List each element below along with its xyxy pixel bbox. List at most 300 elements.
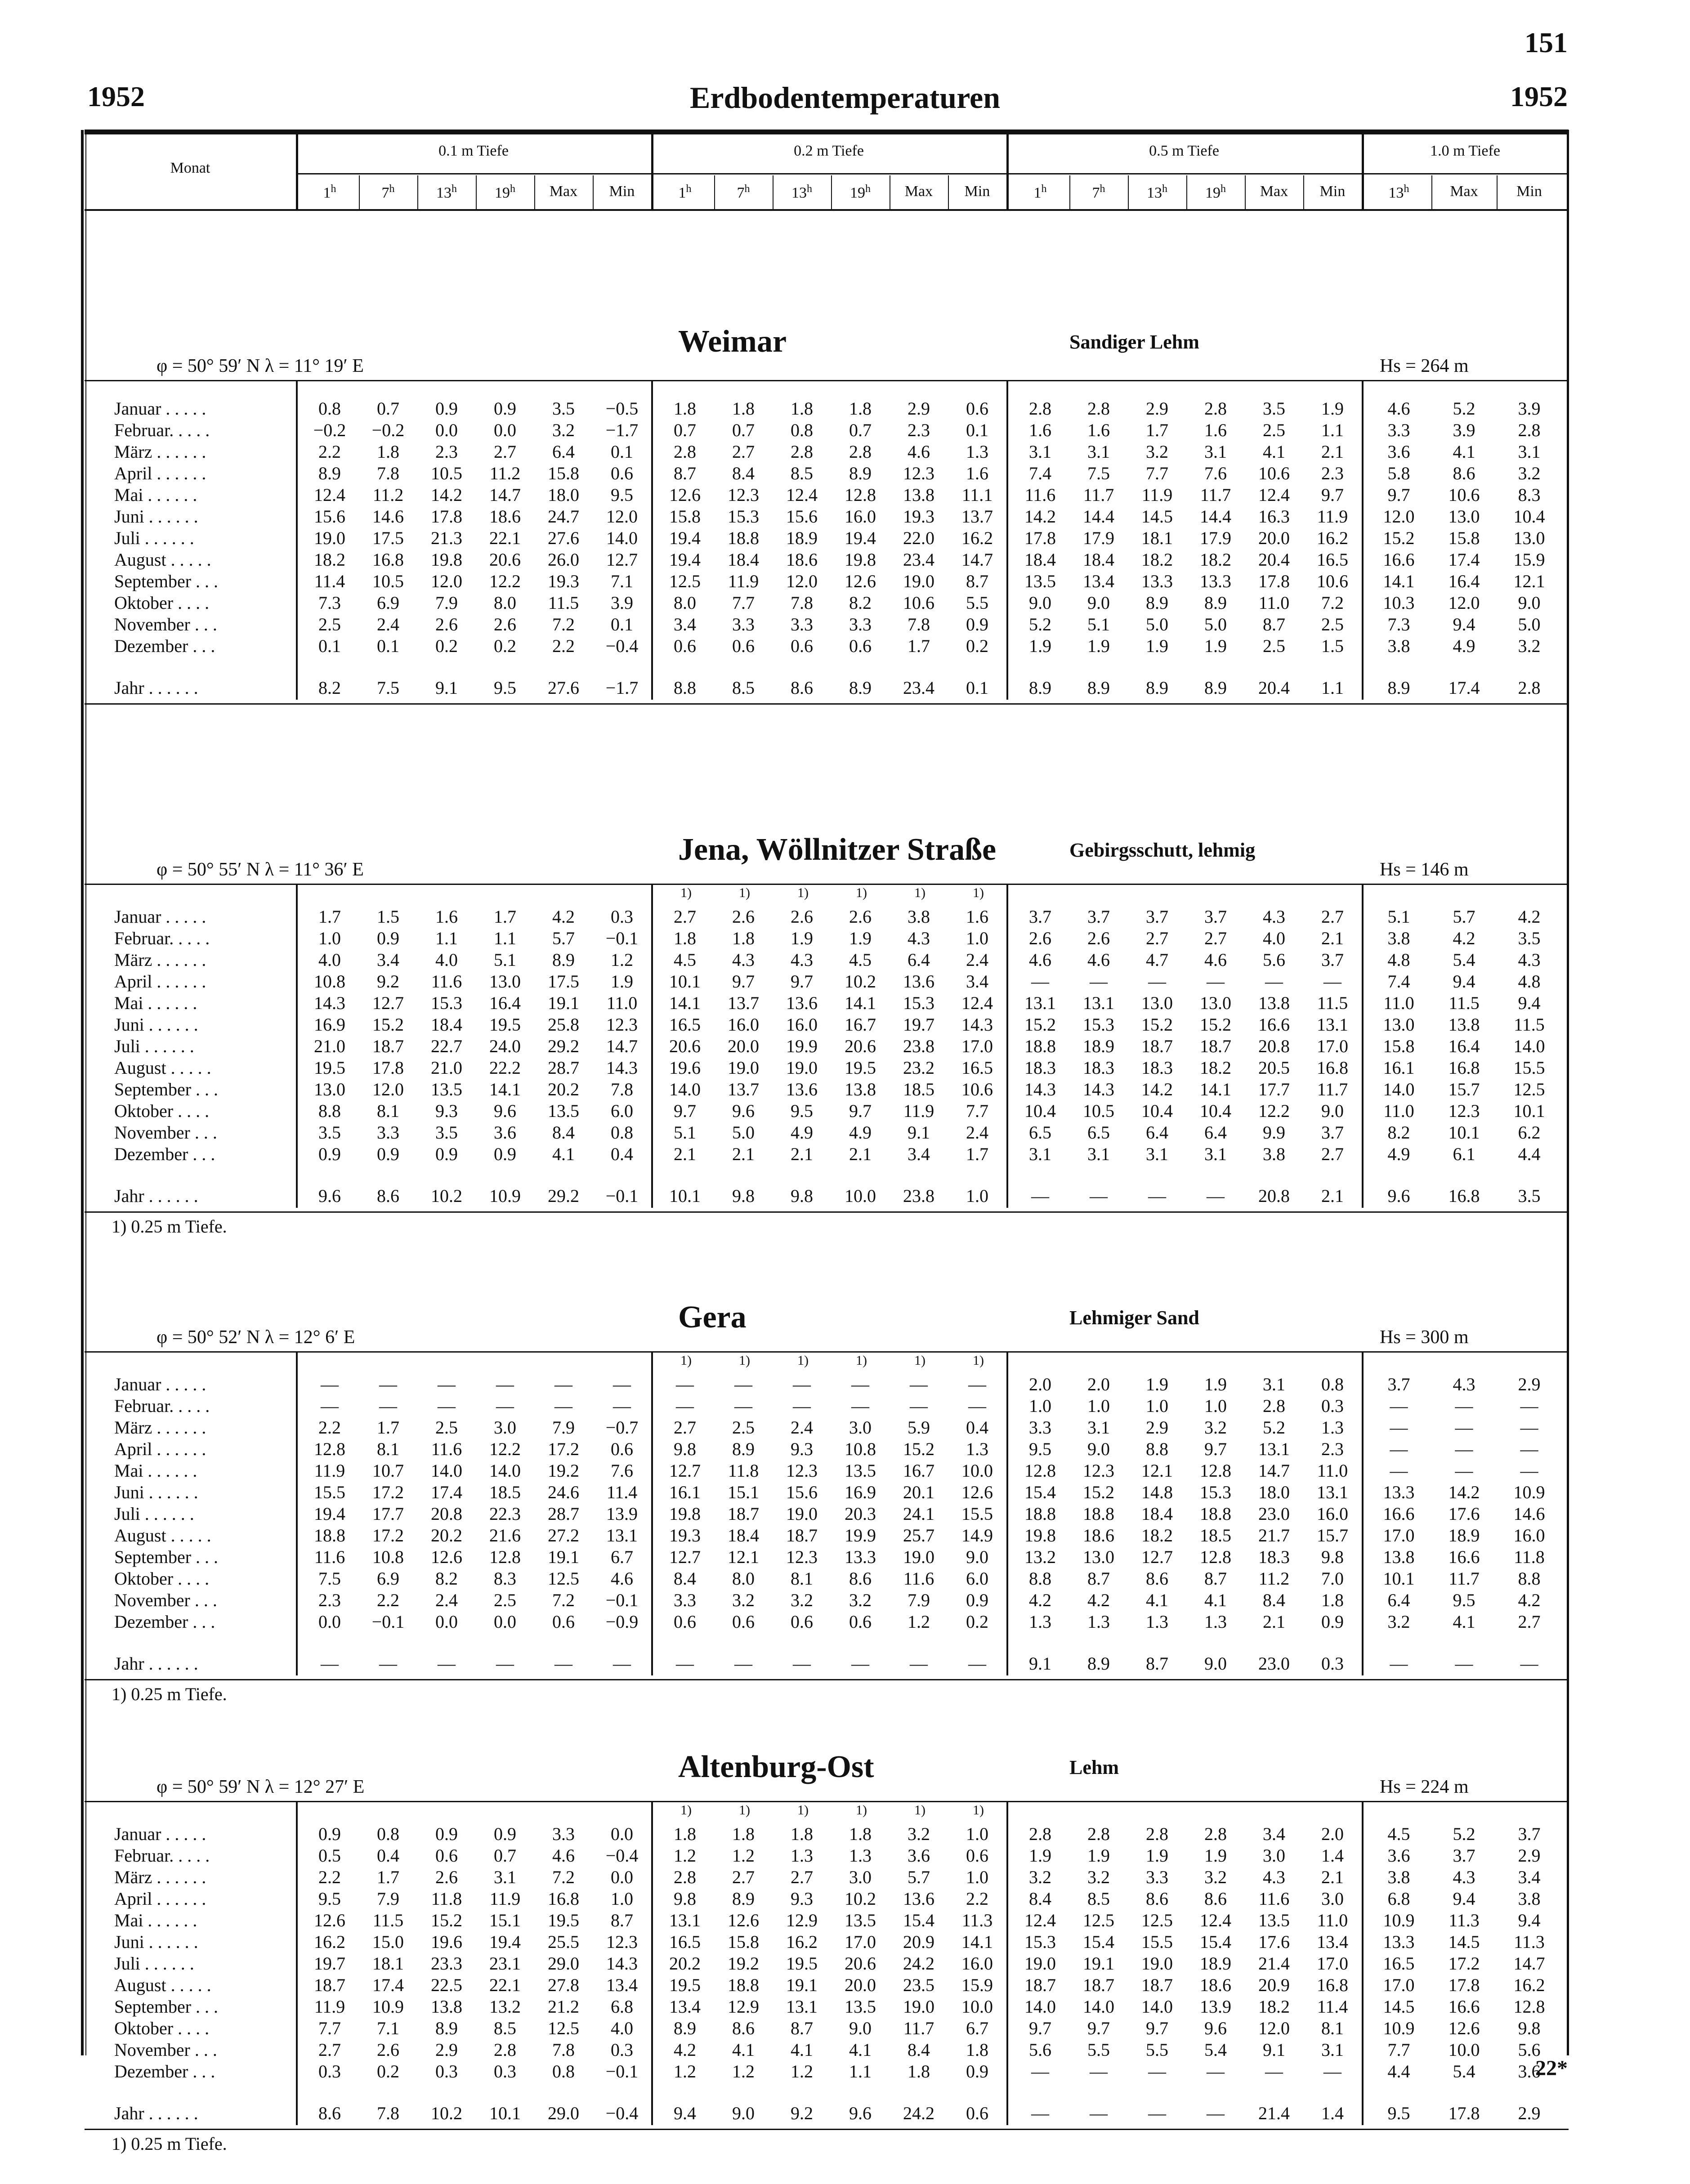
depth-header: 0.2 m Tiefe bbox=[794, 143, 864, 159]
temperature-cell: 19.8 bbox=[845, 549, 876, 570]
temperature-cell: 3.9 bbox=[1453, 420, 1475, 440]
month-label: April . . . . . . bbox=[114, 463, 206, 483]
temperature-cell: 6.1 bbox=[1453, 1144, 1475, 1164]
table-row bbox=[85, 1953, 1569, 1974]
temperature-cell: 9.0 bbox=[1087, 1439, 1110, 1459]
temperature-cell: 19.1 bbox=[548, 993, 579, 1013]
subcolumn-divider bbox=[1069, 175, 1070, 210]
temperature-cell: — bbox=[910, 1396, 928, 1416]
temperature-cell: 4.3 bbox=[1263, 1867, 1285, 1887]
temperature-cell: — bbox=[734, 1374, 752, 1394]
temperature-cell: 16.5 bbox=[669, 1014, 701, 1035]
temperature-cell: 12.1 bbox=[728, 1547, 759, 1567]
temperature-cell: 2.8 bbox=[849, 442, 872, 462]
temperature-cell: 18.2 bbox=[1200, 549, 1231, 570]
temperature-cell: 18.4 bbox=[728, 1525, 759, 1545]
temperature-cell: 3.8 bbox=[1263, 1144, 1285, 1164]
subcolumn-header: 7$^h$ bbox=[381, 183, 395, 201]
temperature-cell: 9.0 bbox=[1029, 593, 1051, 613]
temperature-cell: 14.0 bbox=[1141, 1996, 1173, 2017]
temperature-cell: — bbox=[1390, 1396, 1408, 1416]
temperature-cell: 4.1 bbox=[1263, 442, 1285, 462]
temperature-cell: 22.2 bbox=[489, 1058, 521, 1078]
temperature-cell: 6.8 bbox=[611, 1996, 633, 2017]
temperature-cell: 11.7 bbox=[1449, 1568, 1480, 1589]
annual-cell: — bbox=[1455, 1653, 1473, 1674]
temperature-cell: — bbox=[554, 1396, 572, 1416]
temperature-cell: 13.5 bbox=[845, 1460, 876, 1481]
temperature-cell: 9.3 bbox=[435, 1101, 458, 1121]
annual-cell: 9.1 bbox=[435, 678, 458, 698]
temperature-cell: 0.6 bbox=[732, 1612, 755, 1632]
temperature-cell: 4.6 bbox=[1387, 398, 1410, 419]
temperature-cell: 0.0 bbox=[435, 420, 458, 440]
annual-cell: 29.0 bbox=[548, 2103, 579, 2123]
temperature-cell: 11.8 bbox=[431, 1889, 462, 1909]
table-row bbox=[85, 1100, 1569, 1122]
table-row bbox=[85, 1036, 1569, 1057]
temperature-cell: 1.7 bbox=[377, 1867, 399, 1887]
temperature-cell: 0.7 bbox=[674, 420, 696, 440]
month-label: April . . . . . . bbox=[114, 971, 206, 992]
temperature-cell: 12.8 bbox=[1200, 1460, 1231, 1481]
temperature-cell: 0.3 bbox=[611, 907, 633, 927]
temperature-cell: 16.6 bbox=[1448, 1996, 1480, 2017]
temperature-cell: 16.0 bbox=[1317, 1504, 1348, 1524]
temperature-cell: 6.2 bbox=[1518, 1122, 1541, 1143]
temperature-cell: 12.1 bbox=[1513, 571, 1545, 591]
annual-cell: — bbox=[438, 1653, 456, 1674]
temperature-cell: 17.0 bbox=[1317, 1953, 1348, 1974]
month-label: Oktober . . . . bbox=[114, 2018, 210, 2038]
temperature-cell: 15.3 bbox=[1024, 1932, 1056, 1952]
temperature-cell: 9.5 bbox=[1453, 1590, 1475, 1610]
temperature-cell: 1.9 bbox=[1029, 636, 1051, 656]
temperature-cell: 16.2 bbox=[1513, 1975, 1545, 1995]
temperature-cell: 18.6 bbox=[1200, 1975, 1231, 1995]
temperature-cell: 0.3 bbox=[1321, 1396, 1344, 1416]
table-row bbox=[85, 971, 1569, 992]
temperature-cell: 9.5 bbox=[1029, 1439, 1051, 1459]
table-row bbox=[85, 1503, 1569, 1525]
temperature-cell: 17.7 bbox=[1258, 1079, 1290, 1099]
year-label: Jahr . . . . . . bbox=[114, 1653, 198, 1674]
temperature-cell: 8.6 bbox=[849, 1568, 872, 1589]
temperature-cell: — bbox=[379, 1374, 397, 1394]
temperature-cell: 15.8 bbox=[728, 1932, 759, 1952]
temperature-cell: 10.5 bbox=[1083, 1101, 1114, 1121]
temperature-cell: 10.6 bbox=[1448, 485, 1480, 505]
temperature-cell: 9.7 bbox=[849, 1101, 872, 1121]
temperature-cell: 2.5 bbox=[435, 1417, 458, 1438]
month-column-header: Monat bbox=[170, 160, 210, 176]
temperature-cell: 5.1 bbox=[674, 1122, 696, 1143]
temperature-cell: 18.2 bbox=[1141, 1525, 1173, 1545]
temperature-cell: 13.1 bbox=[786, 1996, 818, 2017]
temperature-cell: 3.2 bbox=[1087, 1867, 1110, 1887]
temperature-cell: 18.7 bbox=[314, 1975, 345, 1995]
temperature-cell: 14.2 bbox=[431, 485, 462, 505]
temperature-cell: 5.4 bbox=[1204, 2040, 1227, 2060]
temperature-cell: 18.7 bbox=[1141, 1975, 1173, 1995]
temperature-cell: 20.0 bbox=[845, 1975, 876, 1995]
temperature-cell: 11.3 bbox=[961, 1910, 993, 1930]
temperature-cell: 13.8 bbox=[1383, 1547, 1415, 1567]
temperature-cell: 1.2 bbox=[674, 2061, 696, 2081]
temperature-cell: 11.6 bbox=[431, 971, 462, 992]
temperature-cell: 17.2 bbox=[1448, 1953, 1480, 1974]
temperature-cell: 7.9 bbox=[435, 593, 458, 613]
temperature-cell: 3.0 bbox=[1321, 1889, 1344, 1909]
temperature-cell: 2.7 bbox=[1204, 928, 1227, 948]
temperature-cell: 12.5 bbox=[548, 1568, 579, 1589]
annual-cell: 27.6 bbox=[548, 678, 579, 698]
temperature-cell: 25.5 bbox=[548, 1932, 579, 1952]
temperature-cell: 10.5 bbox=[372, 571, 404, 591]
temperature-cell: 2.4 bbox=[435, 1590, 458, 1610]
station-section bbox=[85, 1183, 1569, 1704]
annual-cell: — bbox=[851, 1653, 869, 1674]
temperature-cell: 18.2 bbox=[314, 549, 345, 570]
temperature-cell: 16.4 bbox=[489, 993, 521, 1013]
temperature-cell: 16.2 bbox=[1317, 528, 1348, 548]
temperature-cell: 0.3 bbox=[435, 2061, 458, 2081]
table-row bbox=[85, 527, 1569, 549]
temperature-cell: 4.5 bbox=[674, 950, 696, 970]
temperature-cell: 13.1 bbox=[1317, 1014, 1348, 1035]
temperature-cell: 15.2 bbox=[1383, 528, 1415, 548]
temperature-cell: 13.3 bbox=[1383, 1482, 1415, 1502]
temperature-cell: 5.2 bbox=[1453, 398, 1475, 419]
temperature-cell: 7.2 bbox=[552, 614, 575, 634]
temperature-cell: 13.0 bbox=[1200, 993, 1231, 1013]
temperature-cell: 14.9 bbox=[961, 1525, 993, 1545]
temperature-cell: 11.3 bbox=[1514, 1932, 1545, 1952]
temperature-cell: 2.2 bbox=[966, 1889, 988, 1909]
temperature-cell: 11.0 bbox=[606, 993, 638, 1013]
temperature-cell: 10.9 bbox=[1383, 1910, 1415, 1930]
temperature-cell: 1.6 bbox=[1087, 420, 1110, 440]
temperature-cell: 4.4 bbox=[1518, 1144, 1541, 1164]
temperature-cell: 0.0 bbox=[494, 420, 516, 440]
temperature-cell: 4.9 bbox=[791, 1122, 813, 1143]
temperature-cell: 15.8 bbox=[1448, 528, 1480, 548]
temperature-cell: 17.7 bbox=[372, 1504, 404, 1524]
temperature-cell: 2.6 bbox=[1087, 928, 1110, 948]
temperature-cell: 17.2 bbox=[372, 1525, 404, 1545]
temperature-cell: 2.1 bbox=[1321, 928, 1344, 948]
temperature-cell: 2.5 bbox=[1263, 636, 1285, 656]
temperature-cell: 3.5 bbox=[1263, 398, 1285, 419]
temperature-cell: 7.5 bbox=[318, 1568, 341, 1589]
temperature-cell: 13.6 bbox=[903, 971, 934, 992]
month-label: November . . . bbox=[114, 2040, 217, 2060]
temperature-cell: 16.7 bbox=[845, 1014, 876, 1035]
annual-cell: 8.7 bbox=[1146, 1653, 1168, 1674]
temperature-cell: 1.7 bbox=[966, 1144, 988, 1164]
month-label: Oktober . . . . bbox=[114, 1568, 210, 1589]
temperature-cell: 2.6 bbox=[494, 614, 516, 634]
footnote-mark: 1) bbox=[797, 1353, 809, 1368]
annual-cell: 8.2 bbox=[318, 678, 341, 698]
temperature-cell: 19.2 bbox=[728, 1953, 759, 1974]
month-label: Dezember . . . bbox=[114, 1612, 215, 1632]
temperature-cell: 12.8 bbox=[1200, 1547, 1231, 1567]
annual-cell: 0.6 bbox=[966, 2103, 988, 2123]
temperature-cell: 0.9 bbox=[318, 1824, 341, 1844]
temperature-cell: 0.9 bbox=[494, 398, 516, 419]
temperature-cell: 3.4 bbox=[674, 614, 696, 634]
temperature-cell: 0.7 bbox=[849, 420, 872, 440]
temperature-cell: 20.0 bbox=[1258, 528, 1290, 548]
temperature-cell: 3.4 bbox=[377, 950, 399, 970]
temperature-cell: 14.2 bbox=[1448, 1482, 1480, 1502]
temperature-cell: −0.7 bbox=[605, 1417, 639, 1438]
temperature-cell: 4.2 bbox=[552, 907, 575, 927]
temperature-cell: 0.7 bbox=[377, 398, 399, 419]
temperature-cell: 21.2 bbox=[548, 1996, 579, 2017]
temperature-cell: 0.1 bbox=[611, 614, 633, 634]
temperature-cell: 19.4 bbox=[669, 528, 701, 548]
temperature-cell: 9.4 bbox=[1453, 1889, 1475, 1909]
annual-cell: 9.8 bbox=[732, 1186, 755, 1206]
month-label: Februar. . . . . bbox=[114, 420, 210, 440]
temperature-cell: 0.0 bbox=[435, 1612, 458, 1632]
subcolumn-divider bbox=[714, 175, 715, 210]
annual-row bbox=[85, 677, 1569, 699]
annual-cell: 8.8 bbox=[674, 678, 696, 698]
temperature-cell: — bbox=[1455, 1439, 1473, 1459]
temperature-cell: — bbox=[1148, 2061, 1166, 2081]
temperature-cell: 20.8 bbox=[1258, 1036, 1290, 1056]
temperature-cell: 0.9 bbox=[966, 1590, 988, 1610]
temperature-cell: 10.6 bbox=[903, 593, 934, 613]
temperature-cell: 15.3 bbox=[431, 993, 462, 1013]
temperature-cell: 10.3 bbox=[1383, 593, 1415, 613]
annual-cell: — bbox=[1090, 1186, 1108, 1206]
temperature-cell: 14.7 bbox=[1258, 1460, 1290, 1481]
annual-cell: — bbox=[1148, 1186, 1166, 1206]
temperature-cell: 20.2 bbox=[431, 1525, 462, 1545]
section-rule bbox=[85, 1801, 1569, 1802]
table-row bbox=[85, 1525, 1569, 1546]
temperature-cell: 3.5 bbox=[435, 1122, 458, 1143]
temperature-cell: 12.4 bbox=[1200, 1910, 1231, 1930]
temperature-cell: 18.1 bbox=[1141, 528, 1173, 548]
temperature-cell: 7.9 bbox=[377, 1889, 399, 1909]
temperature-cell: 4.2 bbox=[1518, 1590, 1541, 1610]
temperature-cell: 14.7 bbox=[489, 485, 521, 505]
temperature-cell: 2.7 bbox=[674, 1417, 696, 1438]
temperature-cell: 25.7 bbox=[903, 1525, 934, 1545]
temperature-cell: 10.4 bbox=[1141, 1101, 1173, 1121]
temperature-cell: 3.3 bbox=[849, 614, 872, 634]
temperature-cell: 21.0 bbox=[314, 1036, 345, 1056]
temperature-cell: 18.3 bbox=[1141, 1058, 1173, 1078]
annual-cell: 20.4 bbox=[1258, 678, 1290, 698]
footnote-mark: 1) bbox=[856, 1803, 867, 1818]
temperature-cell: 3.3 bbox=[791, 614, 813, 634]
temperature-cell: 4.2 bbox=[1087, 1590, 1110, 1610]
temperature-cell: 15.8 bbox=[548, 463, 579, 483]
temperature-cell: 24.6 bbox=[548, 1482, 579, 1502]
annual-cell: — bbox=[1207, 2103, 1225, 2123]
temperature-cell: 12.6 bbox=[314, 1910, 345, 1930]
temperature-cell: 15.8 bbox=[1383, 1036, 1415, 1056]
temperature-cell: 13.8 bbox=[1448, 1014, 1480, 1035]
temperature-cell: 15.3 bbox=[1200, 1482, 1231, 1502]
temperature-cell: 18.8 bbox=[1200, 1504, 1231, 1524]
table-row bbox=[85, 1057, 1569, 1079]
temperature-cell: 8.7 bbox=[611, 1910, 633, 1930]
temperature-cell: — bbox=[1520, 1460, 1538, 1481]
temperature-cell: 17.4 bbox=[372, 1975, 404, 1995]
annual-cell: 24.2 bbox=[903, 2103, 934, 2123]
temperature-cell: 15.2 bbox=[1141, 1014, 1173, 1035]
temperature-cell: 1.3 bbox=[1087, 1612, 1110, 1632]
temperature-cell: 11.5 bbox=[1449, 993, 1480, 1013]
subcolumn-divider bbox=[476, 175, 477, 210]
subcolumn-header: 13$^h$ bbox=[1388, 183, 1409, 201]
table-row bbox=[85, 1611, 1569, 1633]
temperature-cell: 3.1 bbox=[1321, 2040, 1344, 2060]
temperature-cell: — bbox=[1455, 1396, 1473, 1416]
temperature-cell: 16.9 bbox=[314, 1014, 345, 1035]
temperature-cell: 16.2 bbox=[961, 528, 993, 548]
temperature-cell: 1.6 bbox=[1204, 420, 1227, 440]
temperature-cell: 0.2 bbox=[966, 1612, 988, 1632]
temperature-cell: 2.3 bbox=[435, 442, 458, 462]
temperature-cell: 17.2 bbox=[548, 1439, 579, 1459]
temperature-cell: 0.9 bbox=[966, 614, 988, 634]
temperature-cell: — bbox=[1323, 2061, 1341, 2081]
temperature-cell: 16.5 bbox=[1317, 549, 1348, 570]
temperature-cell: 19.8 bbox=[669, 1504, 701, 1524]
temperature-cell: 16.0 bbox=[845, 506, 876, 527]
temperature-cell: 9.7 bbox=[1321, 485, 1344, 505]
temperature-cell: 3.3 bbox=[377, 1122, 399, 1143]
temperature-cell: 1.5 bbox=[377, 907, 399, 927]
month-label: August . . . . . bbox=[114, 549, 211, 570]
temperature-cell: 1.9 bbox=[791, 928, 813, 948]
temperature-cell: 14.1 bbox=[489, 1079, 521, 1099]
temperature-cell: 11.7 bbox=[1200, 485, 1231, 505]
temperature-cell: — bbox=[321, 1396, 339, 1416]
temperature-cell: 1.3 bbox=[849, 1845, 872, 1866]
temperature-cell: 10.6 bbox=[1258, 463, 1290, 483]
temperature-cell: 6.0 bbox=[966, 1568, 988, 1589]
temperature-cell: 9.0 bbox=[849, 2018, 872, 2038]
temperature-cell: 3.8 bbox=[1518, 1889, 1541, 1909]
annual-cell: 1.0 bbox=[966, 1186, 988, 1206]
temperature-cell: 1.7 bbox=[318, 907, 341, 927]
temperature-cell: 10.0 bbox=[1448, 2040, 1480, 2060]
temperature-cell: — bbox=[1207, 2061, 1225, 2081]
table-row bbox=[85, 1546, 1569, 1568]
temperature-cell: 16.6 bbox=[1383, 1504, 1415, 1524]
temperature-cell: 2.3 bbox=[1321, 1439, 1344, 1459]
temperature-cell: 4.6 bbox=[611, 1568, 633, 1589]
temperature-cell: 13.3 bbox=[1383, 1932, 1415, 1952]
temperature-cell: 1.9 bbox=[1146, 1845, 1168, 1866]
month-label: März . . . . . . bbox=[114, 1867, 206, 1887]
temperature-cell: 2.1 bbox=[732, 1144, 755, 1164]
temperature-cell: 18.3 bbox=[1083, 1058, 1114, 1078]
temperature-cell: 1.8 bbox=[791, 398, 813, 419]
temperature-cell: 7.6 bbox=[611, 1460, 633, 1481]
table-row bbox=[85, 1143, 1569, 1165]
temperature-cell: 17.8 bbox=[372, 1058, 404, 1078]
temperature-cell: −0.2 bbox=[313, 420, 346, 440]
month-label: Mai . . . . . . bbox=[114, 1460, 197, 1481]
temperature-cell: — bbox=[676, 1374, 694, 1394]
temperature-cell: — bbox=[1455, 1417, 1473, 1438]
table-row bbox=[85, 1590, 1569, 1611]
temperature-cell: 2.8 bbox=[1146, 1824, 1168, 1844]
temperature-cell: 3.4 bbox=[966, 971, 988, 992]
temperature-cell: 0.7 bbox=[494, 1845, 516, 1866]
temperature-cell: 5.9 bbox=[908, 1417, 930, 1438]
temperature-cell: 12.9 bbox=[728, 1996, 759, 2017]
temperature-cell: 4.2 bbox=[1453, 928, 1475, 948]
temperature-cell: 3.2 bbox=[1387, 1612, 1410, 1632]
temperature-cell: 7.8 bbox=[908, 614, 930, 634]
temperature-cell: 13.5 bbox=[845, 1996, 876, 2017]
temperature-cell: 9.4 bbox=[1453, 614, 1475, 634]
temperature-cell: 5.7 bbox=[1453, 907, 1475, 927]
subcolumn-header: 13$^h$ bbox=[1147, 183, 1167, 201]
annual-cell: 8.9 bbox=[1087, 1653, 1110, 1674]
temperature-cell: 1.8 bbox=[732, 398, 755, 419]
temperature-cell: 15.2 bbox=[1024, 1014, 1056, 1035]
subcolumn-divider bbox=[359, 175, 360, 210]
temperature-cell: 3.4 bbox=[908, 1144, 930, 1164]
temperature-cell: 5.1 bbox=[1387, 907, 1410, 927]
temperature-cell: 14.0 bbox=[669, 1079, 701, 1099]
temperature-cell: 8.2 bbox=[435, 1568, 458, 1589]
temperature-cell: 0.6 bbox=[966, 398, 988, 419]
temperature-cell: 3.5 bbox=[1518, 928, 1541, 948]
page-number: 151 bbox=[1525, 27, 1568, 58]
temperature-cell: 29.2 bbox=[548, 1036, 579, 1056]
temperature-cell: 7.0 bbox=[1321, 1568, 1344, 1589]
temperature-cell: 0.0 bbox=[318, 1612, 341, 1632]
temperature-cell: 4.1 bbox=[849, 2040, 872, 2060]
temperature-cell: 4.6 bbox=[1204, 950, 1227, 970]
footnote-mark: 1) bbox=[680, 1803, 692, 1818]
temperature-cell: 3.7 bbox=[1029, 907, 1051, 927]
temperature-cell: 11.0 bbox=[1383, 993, 1414, 1013]
temperature-cell: 14.3 bbox=[1083, 1079, 1114, 1099]
frame-right-rule bbox=[1567, 130, 1569, 2055]
temperature-cell: 21.0 bbox=[431, 1058, 462, 1078]
temperature-cell: 4.3 bbox=[1453, 1867, 1475, 1887]
table-row bbox=[85, 2061, 1569, 2082]
month-label: Juni . . . . . . bbox=[114, 1482, 198, 1502]
temperature-cell: — bbox=[1520, 1396, 1538, 1416]
footnote-mark: 1) bbox=[739, 1803, 750, 1818]
temperature-cell: 17.5 bbox=[548, 971, 579, 992]
temperature-cell: 21.6 bbox=[489, 1525, 521, 1545]
temperature-cell: 9.5 bbox=[791, 1101, 813, 1121]
temperature-cell: 0.9 bbox=[966, 2061, 988, 2081]
temperature-cell: 15.7 bbox=[1317, 1525, 1348, 1545]
month-label: Februar. . . . . bbox=[114, 1845, 210, 1866]
temperature-cell: 11.7 bbox=[1083, 485, 1114, 505]
temperature-cell: 1.9 bbox=[611, 971, 633, 992]
temperature-cell: 2.5 bbox=[318, 614, 341, 634]
soil-type: Gebirgsschutt, lehmig bbox=[1069, 839, 1256, 861]
